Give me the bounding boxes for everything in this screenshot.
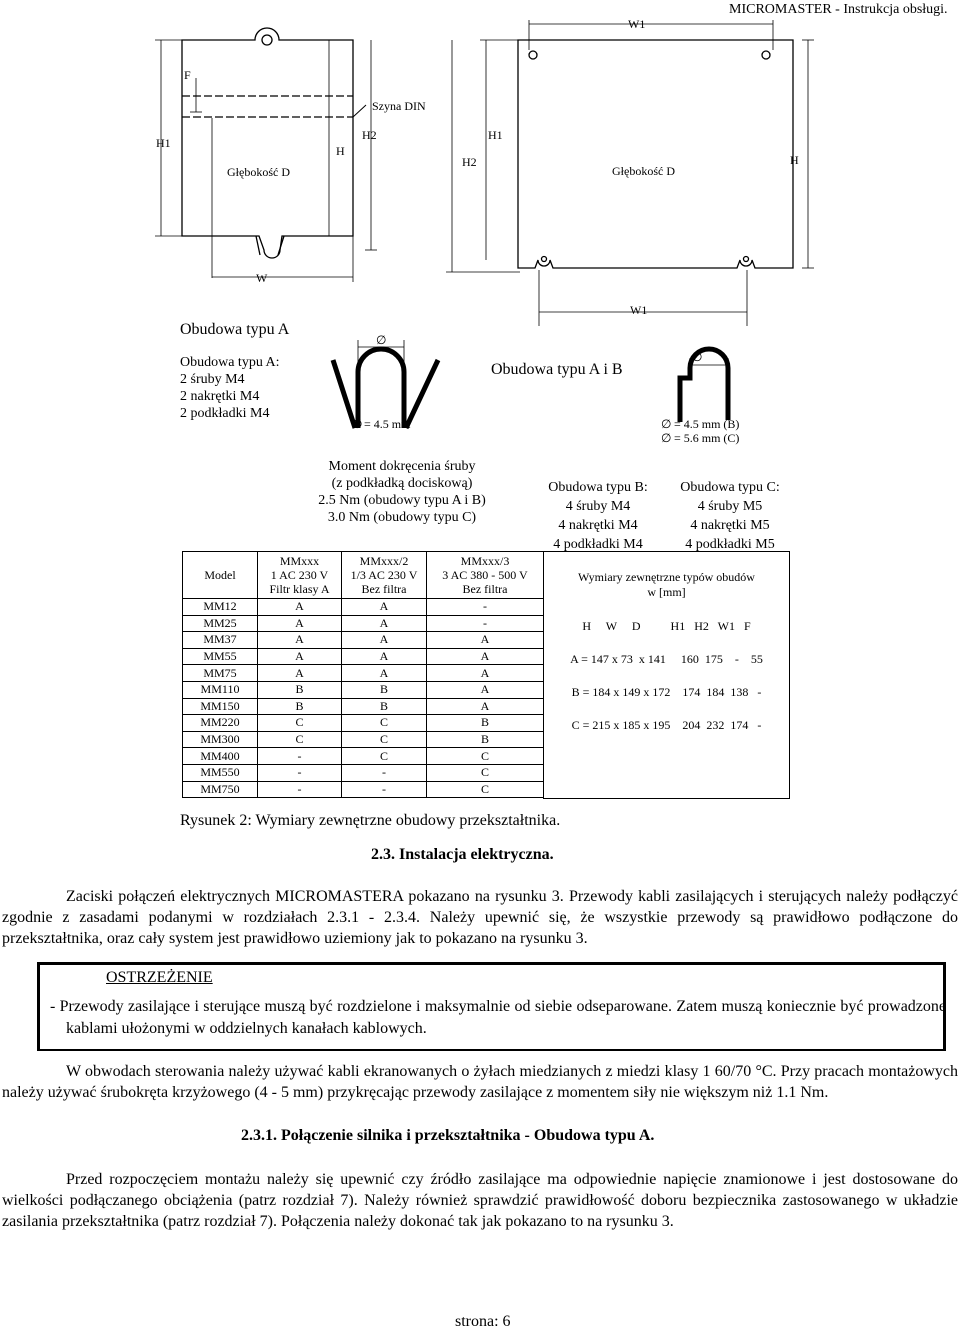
label-h1-mid: H1 (488, 128, 503, 142)
model-cell: MM550 (183, 764, 258, 781)
table-row (183, 665, 544, 682)
fixings-a (180, 354, 280, 422)
enclosure-cell: A (258, 599, 342, 616)
label-f: F (184, 68, 191, 82)
enclosure-cell: B (427, 715, 544, 732)
warning-title: OSTRZEŻENIE (106, 969, 213, 986)
label-depth-left: Głębokość D (227, 165, 290, 179)
label-w: W (256, 271, 268, 285)
enclosure-cell: - (427, 615, 544, 632)
enclosure-cell: A (342, 632, 427, 649)
fixings-a-line: Obudowa typu A: (180, 355, 280, 370)
fixings-a-line: 2 śruby M4 (180, 372, 245, 387)
warning-box (37, 962, 946, 1051)
torque-line: Moment dokręcenia śruby (328, 459, 476, 474)
dimensions-unit: w [mm] (647, 585, 686, 599)
enclosure-cell: C (427, 764, 544, 781)
enclosure-cell: A (342, 665, 427, 682)
slot-b-dim: = 4.5 mm (B) (674, 417, 740, 431)
enclosure-cell: B (427, 731, 544, 748)
slot-a-dim: = 4.5 mm (364, 417, 411, 431)
enclosure-cell: A (427, 648, 544, 665)
fixings-b (536, 478, 660, 554)
table-row (183, 632, 544, 649)
table-row (183, 715, 544, 732)
model-cell: MM110 (183, 681, 258, 698)
section-title: 2.3. Instalacja elektryczna. (371, 846, 554, 863)
model-enclosure-table (182, 551, 544, 798)
model-cell: MM150 (183, 698, 258, 715)
table-row (183, 681, 544, 698)
model-cell: MM55 (183, 648, 258, 665)
enclosure-cell: A (427, 698, 544, 715)
label-depth-right: Głębokość D (612, 164, 675, 178)
table-row (183, 615, 544, 632)
enclosure-cell: C (342, 748, 427, 765)
fixings-b-line: 4 nakrętki M4 (558, 518, 638, 533)
enclosure-cell: B (342, 698, 427, 715)
dimensions-box (543, 551, 790, 799)
enclosure-cell: B (258, 681, 342, 698)
label-diam-b: ∅ (661, 417, 672, 431)
model-cell: MM400 (183, 748, 258, 765)
enclosure-cell: - (258, 748, 342, 765)
enclosure-cell: A (427, 665, 544, 682)
table-row (183, 781, 544, 798)
enclosure-cell: C (342, 715, 427, 732)
torque-spec (313, 458, 491, 526)
enclosure-cell: B (342, 681, 427, 698)
fixings-b-line: 4 śruby M4 (565, 499, 631, 514)
paragraph-motor-connection: Przed rozpoczęciem montażu należy się upewnić czy źródło zasilające ma odpowiednie napięcie znamionowe i jest dostosowane do wielkości podłączanego obciążenia (patrz rozdział 7). Należy również sprawdzić prawidłowość doboru bezpiecznika zastosowanego w układzie zasilania przekształtnika (patrz rozdział 7). Połączenia należy dokonać tak jak pokazano to na rysunku 3. (2, 1171, 958, 1230)
table-row (183, 698, 544, 715)
enclosure-cell: - (258, 781, 342, 798)
table-header-row (183, 552, 544, 599)
model-cell: MM220 (183, 715, 258, 732)
torque-line: 3.0 Nm (obudowy typu C) (327, 510, 477, 525)
slot-c-dim: = 5.6 mm (C) (674, 431, 740, 445)
enclosure-cell: A (258, 665, 342, 682)
enclosure-cell: C (427, 748, 544, 765)
fixings-b-line: Obudowa typu B: (548, 480, 648, 495)
enclosure-cell: - (342, 781, 427, 798)
label-h2-left: H2 (362, 128, 377, 142)
model-cell: MM300 (183, 731, 258, 748)
torque-line: 2.5 Nm (obudowy typu A i B) (318, 493, 486, 508)
label-h-left: H (336, 144, 345, 158)
enclosure-cell: A (258, 615, 342, 632)
label-din-rail: Szyna DIN (372, 99, 426, 113)
running-title: MICROMASTER - Instrukcja obsługi. (729, 2, 948, 17)
label-diam-a: ∅ (376, 333, 387, 347)
fixings-c (668, 478, 792, 554)
header-model: Model (183, 552, 258, 599)
dimensions-row: B = 184 x 149 x 172 174 184 138 - (571, 685, 762, 699)
paragraph-electrical: Zaciski połączeń elektrycznych MICROMASTERA pokazano na rysunku 3. Przewody kabli zasilających i sterujących należy podłączyć zgodnie z zasadami podanymi w rozdziałach 2.3.1 - 2.3.4. Należy upewnić się, że wszystkie przewody są prawidłowo podłączone do przekształtnika, oraz cały system jest prawidłowo uziemiony jak to pokazano na rysunku 3. (2, 888, 958, 947)
enclosure-cell: A (342, 615, 427, 632)
fixings-b-line: 4 podkładki M4 (553, 537, 643, 552)
label-diam-bc: ∅ (692, 350, 703, 364)
enclosure-cell: A (258, 648, 342, 665)
header-mmxxx-3: MMxxx/3 3 AC 380 - 500 V Bez filtra (427, 552, 544, 599)
label-h1-left: H1 (156, 136, 171, 150)
enclosure-cell: C (258, 731, 342, 748)
fixings-c-line: 4 śruby M5 (697, 499, 763, 514)
model-cell: MM75 (183, 665, 258, 682)
dimensions-columns: H W D H1 H2 W1 F (582, 619, 751, 633)
dimensions-row: C = 215 x 185 x 195 204 232 174 - (571, 718, 762, 732)
dimensions-title: Wymiary zewnętrzne typów obudów (578, 570, 755, 584)
enclosure-cell: - (258, 764, 342, 781)
fixings-c-line: Obudowa typu C: (680, 480, 780, 495)
subsection-title: 2.3.1. Połączenie silnika i przekształtnika - Obudowa typu A. (241, 1127, 655, 1144)
label-w1-top: W1 (628, 17, 646, 31)
label-w1-bottom: W1 (630, 303, 648, 317)
table-row (183, 648, 544, 665)
enclosure-cell: C (258, 715, 342, 732)
figure-caption: Rysunek 2: Wymiary zewnętrzne obudowy przekształtnika. (180, 812, 561, 829)
fixings-a-line: 2 nakrętki M4 (180, 389, 260, 404)
enclosure-cell: A (427, 632, 544, 649)
enclosure-cell: A (342, 599, 427, 616)
page-number: strona: 6 (455, 1313, 511, 1330)
paragraph-control-cables: W obwodach sterowania należy używać kabli ekranowanych o żyłach miedzianych z miedzi klasy 1 60/70 °C. Przy pracach montażowych należy używać śrubokręta krzyżowego (4 - 5 mm) przykręcając przewody zasilające z momentem siły nie większym niż 1.1 Nm. (2, 1063, 958, 1101)
torque-line: (z podkładką dociskową) (331, 476, 473, 491)
table-row (183, 599, 544, 616)
enclosure-cell: C (427, 781, 544, 798)
enclosure-cell: B (258, 698, 342, 715)
fixings-c-line: 4 nakrętki M5 (690, 518, 770, 533)
label-h-right: H (790, 153, 799, 167)
model-cell: MM750 (183, 781, 258, 798)
table-row (183, 748, 544, 765)
table-row (183, 731, 544, 748)
case-ab-caption: Obudowa typu A i B (491, 361, 623, 378)
enclosure-cell: A (258, 632, 342, 649)
warning-text: - Przewody zasilające i sterujące muszą być rozdzielone i maksymalnie od siebie odseparowane. Zatem muszą koniecznie być prowadzone kablami ułożonymi w oddzielnych kanałach kablowych. (50, 998, 946, 1037)
model-cell: MM37 (183, 632, 258, 649)
fixings-c-line: 4 podkładki M5 (685, 537, 775, 552)
dimensions-row: A = 147 x 73 x 141 160 175 - 55 (570, 652, 763, 666)
model-cell: MM12 (183, 599, 258, 616)
case-a-caption: Obudowa typu A (180, 321, 290, 338)
label-diam-c: ∅ (661, 431, 672, 445)
header-mmxxx-2: MMxxx/2 1/3 AC 230 V Bez filtra (342, 552, 427, 599)
enclosure-cell: A (427, 681, 544, 698)
enclosure-cell: C (342, 731, 427, 748)
label-diam-a2: ∅ (352, 417, 363, 431)
enclosure-cell: - (342, 764, 427, 781)
header-mmxxx: MMxxx 1 AC 230 V Filtr klasy A (258, 552, 342, 599)
model-cell: MM25 (183, 615, 258, 632)
fixings-a-line: 2 podkładki M4 (180, 406, 270, 421)
label-h2-mid: H2 (462, 155, 477, 169)
enclosure-cell: A (342, 648, 427, 665)
enclosure-cell: - (427, 599, 544, 616)
table-row (183, 764, 544, 781)
